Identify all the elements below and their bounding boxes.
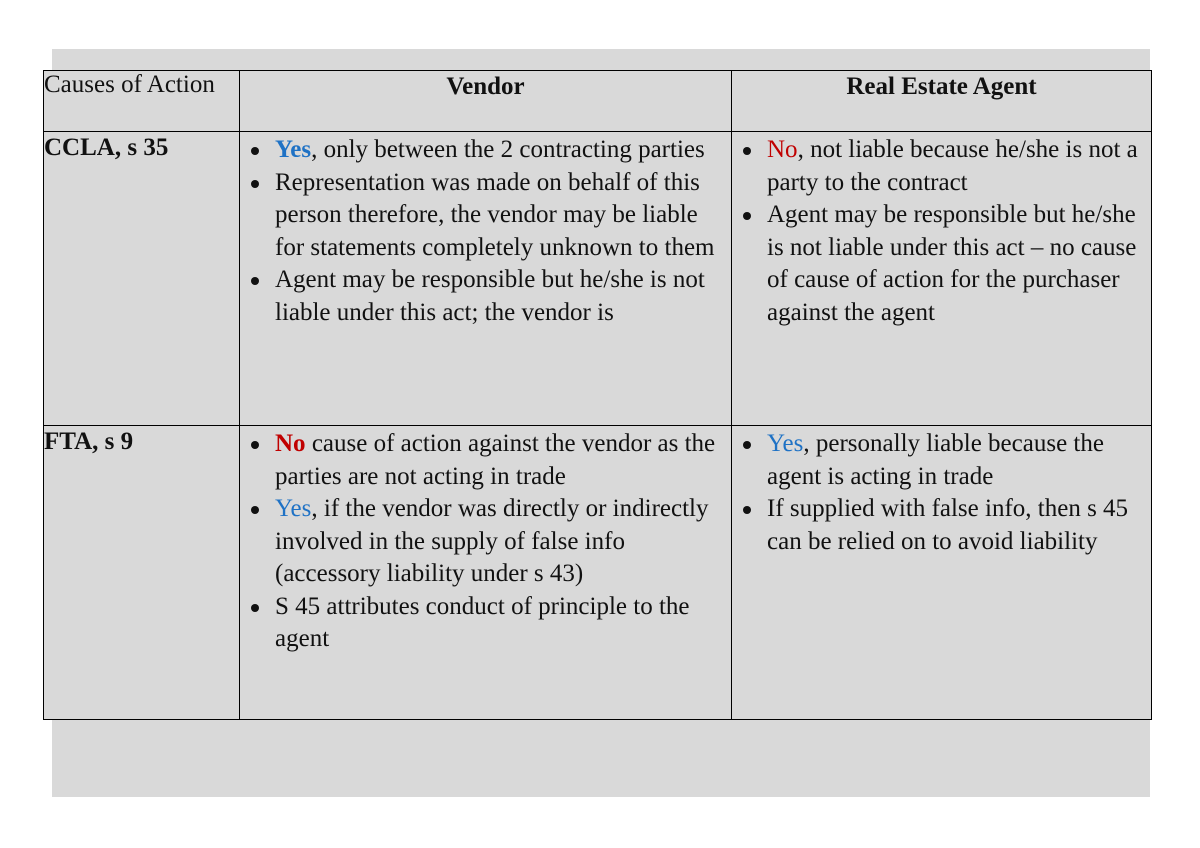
table-row — [44, 132, 1152, 426]
bullet-text: Agent may be responsible but he/she is not liable under this act; the vendor is — [275, 266, 705, 326]
list-item — [275, 493, 723, 591]
list-item — [767, 199, 1143, 329]
keyword: No — [275, 430, 306, 457]
liability-table — [43, 70, 1152, 720]
list-item — [767, 134, 1143, 199]
header-real-estate-agent: Real Estate Agent — [732, 71, 1152, 132]
bullet-text: , personally liable because the agent is acting in trade — [767, 430, 1104, 490]
list-item — [275, 167, 723, 265]
bullet-text: S 45 attributes conduct of principle to the agent — [275, 592, 690, 652]
bullet-list — [240, 132, 731, 329]
table-row — [44, 426, 1152, 720]
fta-vendor-cell — [240, 426, 732, 720]
bullet-text: , not liable because he/she is not a party to the contract — [767, 136, 1138, 196]
keyword: Yes — [767, 430, 804, 457]
bullet-text: If supplied with false info, then s 45 can be relied on to avoid liability — [767, 495, 1129, 555]
fta-agent-cell — [732, 426, 1152, 720]
list-item — [275, 134, 723, 167]
list-item — [767, 428, 1143, 493]
list-item — [275, 428, 723, 493]
list-item — [767, 493, 1143, 558]
bullet-list — [732, 426, 1151, 558]
row-label-fta: FTA, s 9 — [44, 426, 240, 720]
bullet-text: , if the vendor was directly or indirectly involved in the supply of false info (accessory liability under s 43) — [275, 495, 709, 587]
list-item — [275, 264, 723, 329]
list-item — [275, 591, 723, 656]
bullet-list — [240, 426, 731, 656]
bullet-text: Agent may be responsible but he/she is not liable under this act – no cause of cause of action for the purchaser against the agent — [767, 201, 1137, 326]
bullet-text: Representation was made on behalf of this person therefore, the vendor may be liable for statements completely unknown to them — [275, 168, 715, 261]
keyword: Yes — [275, 136, 312, 163]
bullet-text: , only between the 2 contracting parties — [311, 136, 705, 163]
bullet-list — [732, 132, 1151, 329]
header-causes-of-action: Causes of Action — [44, 71, 240, 132]
ccla-agent-cell — [732, 132, 1152, 426]
row-label-ccla: CCLA, s 35 — [44, 132, 240, 426]
keyword: No — [767, 136, 798, 163]
ccla-vendor-cell — [240, 132, 732, 426]
header-row — [44, 71, 1152, 132]
keyword: Yes — [275, 495, 312, 522]
bullet-text: cause of action against the vendor as the parties are not acting in trade — [275, 430, 716, 490]
header-vendor: Vendor — [240, 71, 732, 132]
